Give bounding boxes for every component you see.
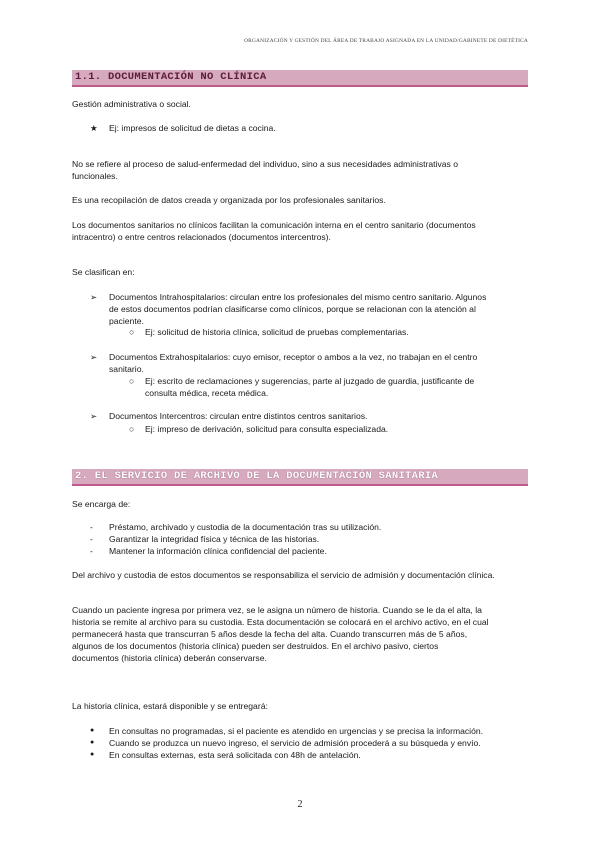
paragraph: algunos de los documentos (historia clínica) pueden ser destruidos. En el archivo pasivo, ciertos [72,641,439,651]
paragraph: Cuando un paciente ingresa por primera vez, se le asigna un número de historia. Cuando se le da el alta, la [72,605,482,615]
list-item: Préstamo, archivado y custodia de la documentación tras su utilización. [109,522,382,532]
dash-bullet-icon: - [90,534,93,544]
paragraph: documentos (historia clínica) deberán conservarse. [72,653,267,663]
dot-bullet-icon: ● [90,739,95,746]
list-item-line: paciente. [109,316,144,326]
star-bullet-icon: ★ [90,123,98,133]
list-item: En consultas externas, esta será solicitada con 48h de antelación. [109,750,361,760]
section-heading: 1.1. DOCUMENTACIÓN NO CLÍNICA [75,71,267,83]
list-item: Cuando se produzca un nuevo ingreso, el servicio de admisión procederá a su búsqueda y envío. [109,738,481,748]
list-item-line: sanitario. [109,364,144,374]
dash-bullet-icon: - [90,522,93,532]
list-item-line: Documentos Intercentros: circulan entre distintos centros sanitarios. [109,411,368,421]
paragraph: Se clasifican en: [72,267,135,277]
paragraph: permanecerá hasta que transcurran 5 años desde la fecha del alta. Cuando transcurren más de 5 años, [72,629,468,639]
section-heading: 2. EL SERVICIO DE ARCHIVO DE LA DOCUMENTACIÓN SANITARIA [75,470,439,482]
running-header: ORGANIZACIÓN Y GESTIÓN DEL ÁREA DE TRABAJO ASIGNADA EN LA UNIDAD/GABINETE DE DIETÉTICA [244,38,528,44]
list-item-line: Ej: impreso de derivación, solicitud para consulta especializada. [145,424,389,434]
dot-bullet-icon: ● [90,751,95,758]
list-item-line: Ej: solicitud de historia clínica, solicitud de pruebas complementarias. [145,327,409,337]
section-heading-bar [72,469,528,486]
dash-bullet-icon: - [90,546,93,556]
circle-bullet-icon: ○ [129,424,135,434]
list-item: En consultas no programadas, si el paciente es atendido en urgencias y se precisa la información. [109,726,484,736]
arrow-bullet-icon: ➢ [90,292,98,302]
paragraph: historia se remite al archivo para su custodia. Esta documentación se colocará en el archivo activo, en el cual [72,617,489,627]
paragraph: Es una recopilación de datos creada y organizada por los profesionales sanitarios. [72,195,386,205]
section-heading-bar [72,70,528,87]
list-item-line: Documentos Extrahospitalarios: cuyo emisor, receptor o ambos a la vez, no trabajan en el centro [109,352,478,362]
paragraph: funcionales. [72,171,118,181]
paragraph: La historia clínica, estará disponible y se entregará: [72,701,268,711]
page-number: 2 [297,799,303,810]
paragraph: Los documentos sanitarios no clínicos facilitan la comunicación interna en el centro sanitario (documentos [72,220,476,230]
list-item: Garantizar la integridad física y técnica de las historias. [109,534,320,544]
paragraph: Gestión administrativa o social. [72,99,191,109]
circle-bullet-icon: ○ [129,376,135,386]
list-item-line: consulta médica, receta médica. [145,388,269,398]
arrow-bullet-icon: ➢ [90,352,98,362]
dot-bullet-icon: ● [90,727,95,734]
list-item-line: de estos documentos podrían clasificarse como clínicos, porque se relacionan con la atención al [109,304,476,314]
list-item-line: Documentos Intrahospitalarios: circulan entre los profesionales del mismo centro sanitario. Algunos [109,292,487,302]
paragraph: No se refiere al proceso de salud-enfermedad del individuo, sino a sus necesidades administrativas o [72,159,458,169]
list-item-line: Ej: escrito de reclamaciones y sugerencias, parte al juzgado de guardia, justificante de [145,376,475,386]
list-item: Mantener la información clínica confidencial del paciente. [109,546,327,556]
arrow-bullet-icon: ➢ [90,411,98,421]
list-item: Ej: impresos de solicitud de dietas a cocina. [109,123,276,133]
paragraph: Se encarga de: [72,499,131,509]
paragraph: Del archivo y custodia de estos documentos se responsabiliza el servicio de admisión y documentación clínica. [72,570,495,580]
paragraph: intracentro) o entre centros relacionados (documentos intercentros). [72,232,331,242]
circle-bullet-icon: ○ [129,327,135,337]
